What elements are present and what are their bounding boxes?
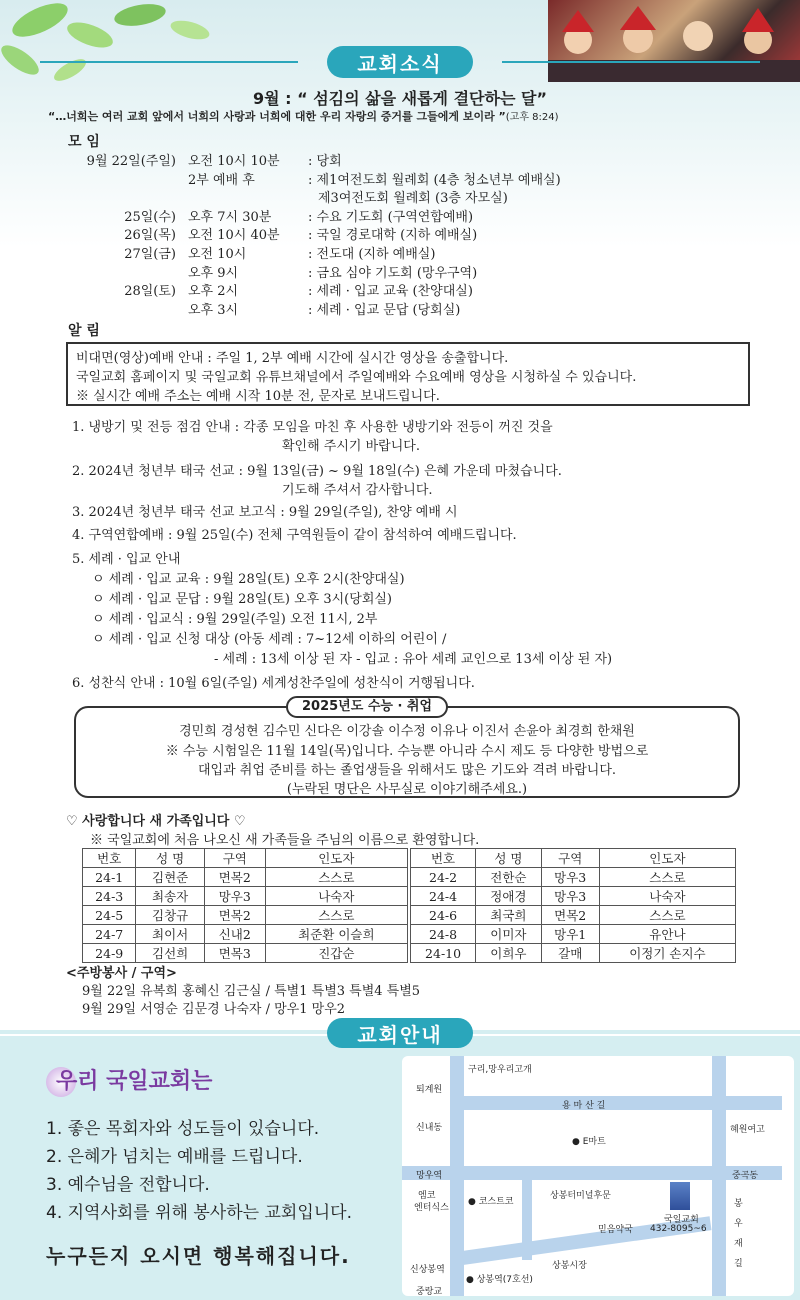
meeting-time: 오후 9시 — [188, 265, 239, 281]
column-header: 인도자 — [599, 849, 735, 868]
table-row — [411, 925, 736, 944]
guide-item-1: 1. 좋은 목회자와 성도들이 있습니다. — [46, 1119, 320, 1139]
table-cell: 최국희 — [476, 906, 541, 925]
table-cell: 김선희 — [136, 944, 204, 963]
road-inner — [522, 1180, 532, 1260]
table-row — [411, 868, 736, 887]
notice-line: ㅇ 세례 · 입교 신청 대상 (아동 세례 : 7~12세 이하의 어린이 / — [92, 632, 447, 647]
meeting-time: 오후 3시 — [188, 302, 239, 318]
table-cell: 최송자 — [136, 887, 204, 906]
news-title: 교회소식 — [327, 46, 472, 78]
notices-heading: 알 림 — [68, 323, 100, 339]
table-cell: 24-6 — [411, 906, 476, 925]
map-junggok: 중곡동 — [732, 1171, 759, 1181]
map-terminal: 상봉터미널후문 — [550, 1191, 611, 1201]
meeting-desc: : 당회 — [308, 154, 342, 169]
column-header: 인도자 — [265, 849, 407, 868]
road-yongmasan — [462, 1096, 782, 1110]
meeting-date: 9월 22일(주일) — [86, 154, 176, 169]
table-cell: 스스로 — [599, 868, 735, 887]
guide-item-3: 3. 예수님을 전합니다. — [46, 1175, 210, 1195]
kitchen-line-2: 9월 29일 서영순 김문경 나숙자 / 망우1 망우2 — [82, 1002, 346, 1017]
table-cell: 망우3 — [204, 887, 265, 906]
family-table-left — [82, 848, 408, 963]
meeting-desc: : 세례 · 입교 교육 (찬양대실) — [308, 284, 473, 300]
map-sangbongsijang: 상봉시장 — [552, 1261, 587, 1271]
table-row — [83, 944, 408, 963]
table-cell: 나숙자 — [265, 887, 407, 906]
meeting-desc: : 금요 심야 기도회 (망우구역) — [308, 265, 478, 281]
theme-verse — [48, 108, 559, 124]
guide-item-4: 4. 지역사회를 위해 봉사하는 교회입니다. — [46, 1203, 352, 1223]
exam-note-3: (누락된 명단은 사무실로 이야기해주세요.) — [286, 782, 528, 797]
map-top-arrow: 구리,망우리고개 — [468, 1065, 532, 1075]
map-sinnae: 신내동 — [416, 1123, 443, 1133]
table-row — [83, 868, 408, 887]
box-line-3: ※ 실시간 예배 주소는 예배 시작 10분 전, 문자로 보내드립니다. — [76, 389, 440, 404]
meeting-date: 28일(토) — [124, 284, 176, 300]
table-cell: 24-4 — [411, 887, 476, 906]
meeting-desc: : 수요 기도회 (구역연합예배) — [308, 209, 474, 225]
title-rule-right — [502, 61, 760, 63]
table-cell: 스스로 — [265, 868, 407, 887]
notice-line: 4. 구역연합예배 : 9월 25일(수) 전체 구역원들이 같이 참석하여 예배드립니다. — [72, 528, 517, 543]
table-cell: 나숙자 — [599, 887, 735, 906]
exam-note-1: ※ 수능 시험일은 11월 14일(목)입니다. 수능뿐 아니라 수시 제도 등 다양한 방법으로 — [165, 744, 649, 759]
online-worship-box — [66, 342, 750, 406]
column-header: 구역 — [204, 849, 265, 868]
map-embeo: 엠코 — [418, 1191, 436, 1201]
exam-title: 2025년도 수능 · 취업 — [286, 696, 448, 718]
meeting-desc: : 국일 경로대학 (지하 예배실) — [308, 228, 478, 244]
map-phone: 432-8095~6 — [650, 1224, 707, 1234]
meeting-time: 오후 7시 30분 — [188, 209, 272, 225]
map-jae: 재 — [734, 1239, 743, 1249]
table-cell: 24-10 — [411, 944, 476, 963]
notice-line: ㅇ 세례 · 입교 문답 : 9월 28일(토) 오후 3시(당회실) — [92, 592, 393, 607]
meetings-heading: 모 임 — [68, 134, 100, 150]
exam-names: 경민희 경성현 김수민 신다은 이강솔 이수정 이유나 이진서 손윤아 최경희 한채원 — [179, 724, 635, 739]
guide-title-wrap — [290, 1016, 510, 1050]
notice-line: - 세례 : 13세 이상 된 자 - 입교 : 유아 세례 교인으로 13세 이상 된 자) — [214, 652, 613, 667]
table-cell: 면목2 — [541, 906, 599, 925]
table-row — [83, 925, 408, 944]
meeting-time: 오전 10시 40분 — [188, 228, 280, 244]
map-church: 국일교회 — [664, 1215, 699, 1225]
exam-note-2: 대입과 취업 준비를 하는 졸업생들을 위해서도 많은 기도와 격려 바랍니다. — [197, 763, 617, 778]
table-cell: 갈매 — [541, 944, 599, 963]
table-cell: 망우3 — [541, 868, 599, 887]
map-bong: 봉 — [734, 1199, 743, 1209]
meeting-time: 오후 2시 — [188, 284, 239, 300]
map-entersix: 엔터식스 — [414, 1203, 449, 1213]
map-sinsang: 신상봉역 — [410, 1265, 445, 1275]
table-cell: 이희우 — [476, 944, 541, 963]
table-cell: 24-7 — [83, 925, 136, 944]
table-cell: 망우1 — [541, 925, 599, 944]
location-map — [402, 1056, 794, 1296]
table-cell: 신내2 — [204, 925, 265, 944]
box-line-1: 비대면(영상)예배 안내 : 주일 1, 2부 예배 시간에 실시간 영상을 송출합니다. — [76, 351, 509, 366]
guide-item-2: 2. 은혜가 넘치는 예배를 드립니다. — [46, 1147, 303, 1167]
family-sub: ※ 국일교회에 처음 나오신 새 가족들을 주님의 이름으로 환영합니다. — [90, 833, 480, 848]
notice-line: ㅇ 세례 · 입교식 : 9월 29일(주일) 오전 11시, 2부 — [92, 612, 378, 627]
map-yongmasan: 용 마 산 길 — [562, 1101, 606, 1111]
leaves-decoration — [0, 0, 260, 90]
table-row — [411, 906, 736, 925]
map-mangu: 망우역 — [416, 1171, 443, 1181]
table-cell: 24-1 — [83, 868, 136, 887]
notice-line: 확인해 주시기 바랍니다. — [282, 439, 420, 454]
table-row — [83, 887, 408, 906]
meeting-desc: 제3여전도회 월례회 (3층 자모실) — [318, 191, 508, 207]
table-cell: 면목3 — [204, 944, 265, 963]
title-rule-left — [40, 61, 298, 63]
table-cell: 면목2 — [204, 868, 265, 887]
table-row — [411, 887, 736, 906]
family-table-right — [410, 848, 736, 963]
table-cell: 정애경 — [476, 887, 541, 906]
exam-box — [74, 706, 740, 798]
box-line-2: 국일교회 홈페이지 및 국일교회 유튜브채널에서 주일예배와 수요예배 영상을 시청하실 수 있습니다. — [76, 370, 637, 385]
map-toegyewon: 퇴계원 — [416, 1085, 443, 1095]
notice-line: 5. 세례 · 입교 안내 — [72, 552, 181, 567]
church-building-icon — [670, 1182, 690, 1210]
column-header: 성 명 — [136, 849, 204, 868]
notice-line: 기도해 주셔서 감사합니다. — [282, 483, 433, 498]
table-cell: 24-8 — [411, 925, 476, 944]
column-header: 번호 — [83, 849, 136, 868]
table-cell: 김창규 — [136, 906, 204, 925]
column-header: 성 명 — [476, 849, 541, 868]
table-cell: 망우3 — [541, 887, 599, 906]
map-gil: 길 — [734, 1259, 743, 1269]
notice-line: 2. 2024년 청년부 태국 선교 : 9월 13일(금) ~ 9월 18일(수) 은혜 가운데 마쳤습니다. — [72, 464, 562, 479]
table-cell: 이정기 손지수 — [599, 944, 735, 963]
guide-slogan: 누구든지 오시면 행복해집니다. — [46, 1244, 351, 1268]
guide-subtitle — [46, 1064, 212, 1097]
column-header: 번호 — [411, 849, 476, 868]
table-cell: 스스로 — [599, 906, 735, 925]
table-cell: 면목2 — [204, 906, 265, 925]
table-cell: 스스로 — [265, 906, 407, 925]
map-jungnang: 중랑교 — [416, 1287, 443, 1297]
table-row — [83, 906, 408, 925]
guide-title: 교회안내 — [327, 1018, 472, 1048]
family-heading: ♡ 사랑합니다 새 가족입니다 ♡ — [66, 814, 246, 829]
kitchen-heading: <주방봉사 / 구역> — [66, 966, 177, 981]
kitchen-line-1: 9월 22일 유복희 홍혜신 김근실 / 특별1 특별3 특별4 특별5 — [82, 984, 421, 999]
verse-ref: (고후 8:24) — [505, 112, 559, 123]
table-cell: 유안나 — [599, 925, 735, 944]
verse-text: “…너희는 여러 교회 앞에서 너희의 사랑과 너희에 대한 우리 자랑의 증거를 그들에게 보이라 ” — [48, 110, 506, 123]
map-u: 우 — [734, 1219, 743, 1229]
church-guide-panel — [0, 1022, 800, 1300]
column-header: 구역 — [541, 849, 599, 868]
notice-line: 1. 냉방기 및 전등 점검 안내 : 각종 모임을 마친 후 사용한 냉방기와 전등이 꺼진 것을 — [72, 420, 553, 435]
notice-line: ㅇ 세례 · 입교 교육 : 9월 28일(토) 오후 2시(찬양대실) — [92, 572, 405, 587]
notice-line: 6. 성찬식 안내 : 10월 6일(주일) 세계성찬주일에 성찬식이 거행됩니다. — [72, 676, 475, 691]
table-cell: 진갑순 — [265, 944, 407, 963]
meeting-desc: : 전도대 (지하 예배실) — [308, 247, 436, 262]
meeting-date: 25일(수) — [124, 209, 176, 225]
meeting-time: 오전 10시 — [188, 247, 247, 262]
meeting-date: 26일(목) — [124, 228, 176, 244]
meeting-time: 2부 예배 후 — [188, 172, 255, 188]
map-sangbong7: ● 상봉역(7호선) — [466, 1275, 533, 1285]
notice-line: 3. 2024년 청년부 태국 선교 보고식 : 9월 29일(주일), 찬양 예배 시 — [72, 505, 458, 520]
table-cell: 김현준 — [136, 868, 204, 887]
map-hyewon: 혜원여고 — [730, 1125, 765, 1135]
road-bonguje — [712, 1056, 726, 1296]
map-emart: ● E마트 — [572, 1137, 606, 1147]
map-costco: ● 코스트코 — [468, 1197, 514, 1207]
table-cell: 24-9 — [83, 944, 136, 963]
table-cell: 이미자 — [476, 925, 541, 944]
meeting-date: 27일(금) — [124, 247, 176, 262]
news-title-wrap — [300, 46, 500, 78]
guide-subtitle-text: 우리 국일교회는 — [56, 1069, 213, 1094]
table-cell: 전한순 — [476, 868, 541, 887]
meeting-desc: : 세례 · 입교 문답 (당회실) — [308, 302, 461, 318]
table-cell: 24-2 — [411, 868, 476, 887]
table-cell: 최이서 — [136, 925, 204, 944]
theme-title: 9월 : “ 섬김의 삶을 새롭게 결단하는 달” — [253, 89, 547, 108]
table-cell: 24-3 — [83, 887, 136, 906]
table-row — [411, 944, 736, 963]
table-cell: 24-5 — [83, 906, 136, 925]
table-cell: 최준환 이슬희 — [265, 925, 407, 944]
map-pharmacy: 믿음약국 — [598, 1225, 633, 1235]
meeting-desc: : 제1여전도회 월례회 (4층 청소년부 예배실) — [308, 172, 561, 188]
choir-photo — [548, 0, 800, 82]
meeting-time: 오전 10시 10분 — [188, 154, 280, 169]
